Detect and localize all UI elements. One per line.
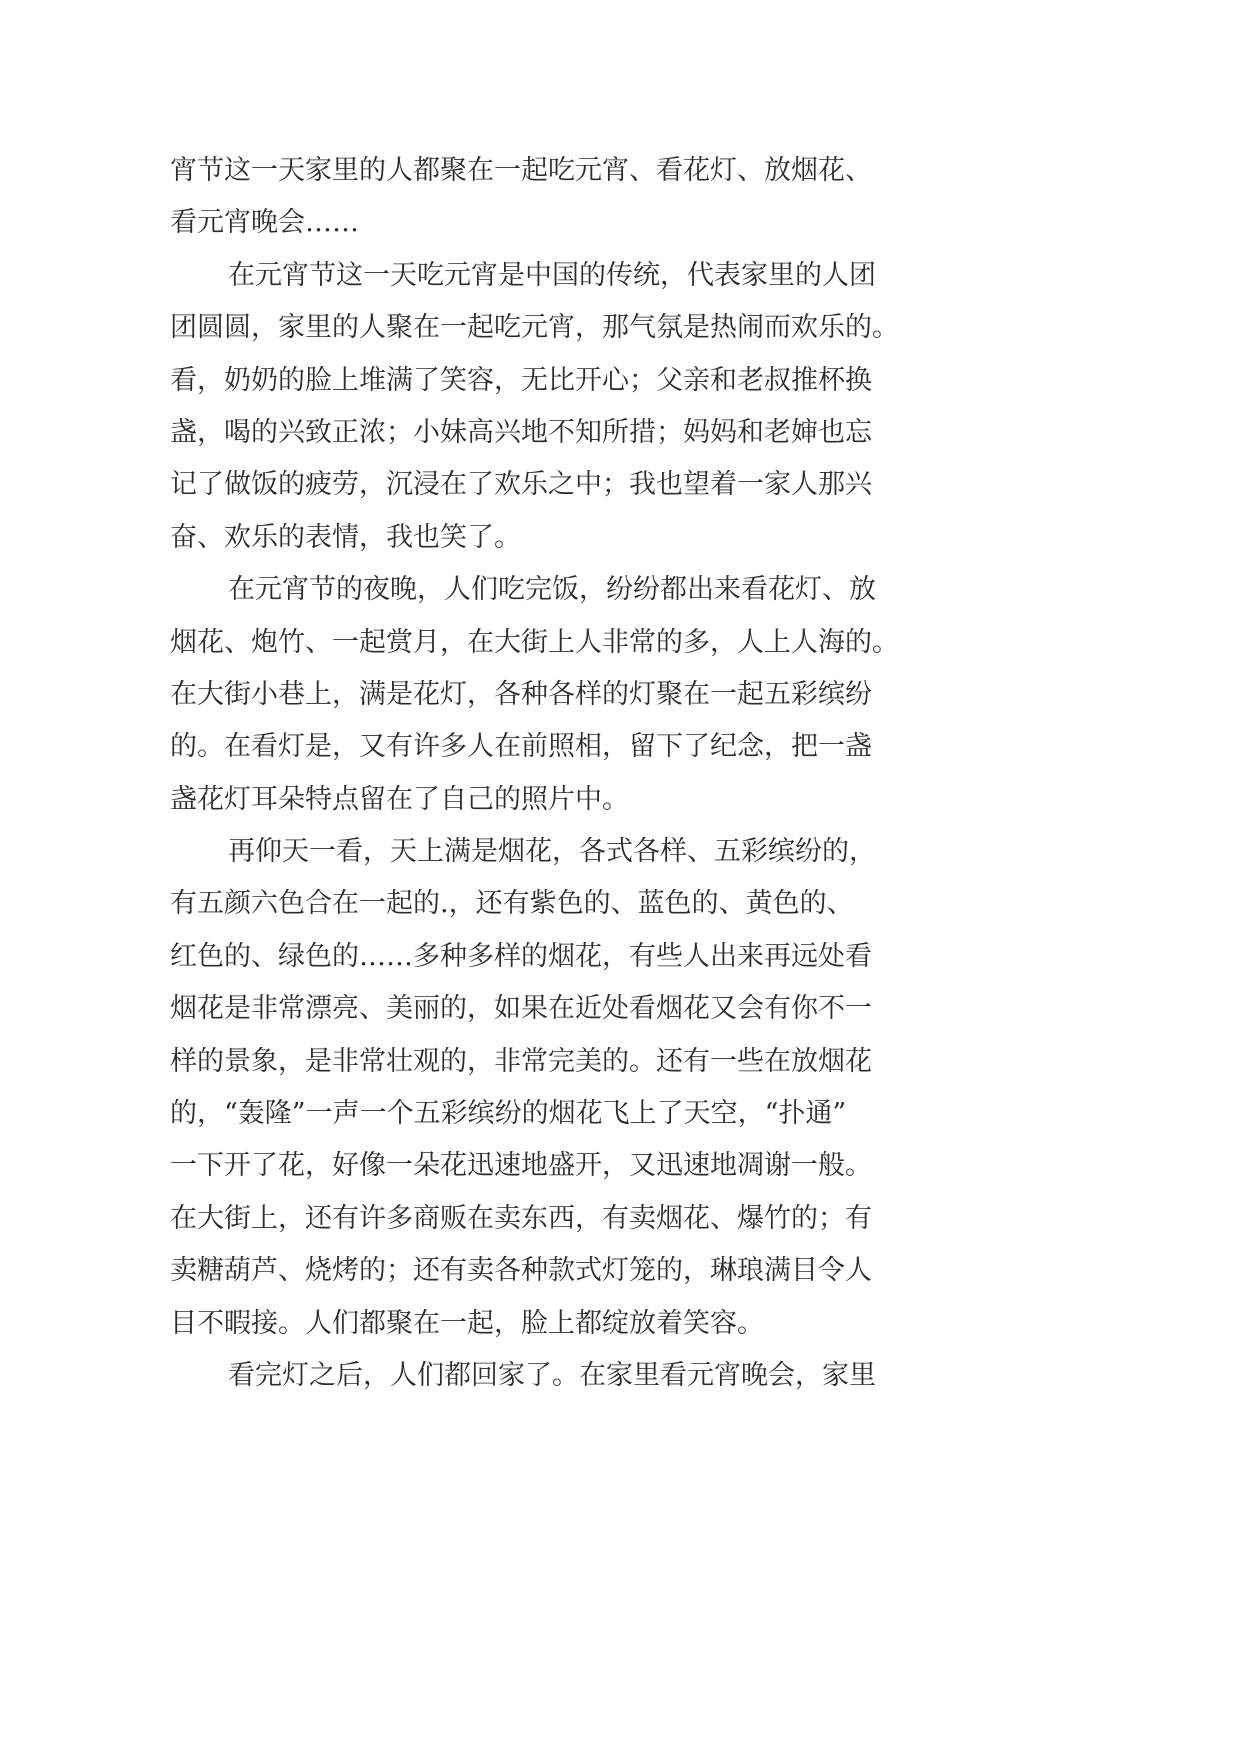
text-line: 看，奶奶的脸上堆满了笑容，无比开心；父亲和老叔推杯换 <box>170 364 872 396</box>
text-line: 在大街上，还有许多商贩在卖东西，有卖烟花、爆竹的；有 <box>170 1202 872 1234</box>
text-line: 在元宵节的夜晚，人们吃完饭，纷纷都出来看花灯、放 <box>228 574 876 606</box>
text-line: 宵节这一天家里的人都聚在一起吃元宵、看花灯、放烟花、 <box>170 155 872 186</box>
text-line: 的。在看灯是，又有许多人在前照相，留下了纪念，把一盏 <box>170 731 872 763</box>
text-line: 奋、欢乐的表情，我也笑了。 <box>170 521 521 553</box>
text-line: 在元宵节这一天吃元宵是中国的传统，代表家里的人团 <box>228 259 876 291</box>
text-line: 有五颜六色合在一起的.，还有紫色的、蓝色的、黄色的、 <box>170 888 854 920</box>
text-line: 的，“轰隆”一声一个五彩缤纷的烟花飞上了天空，“扑通” <box>170 1098 847 1130</box>
text-line: 再仰天一看，天上满是烟花，各式各样、五彩缤纷的， <box>228 836 876 868</box>
text-line: 红色的、绿色的……多种多样的烟花，有些人出来再远处看 <box>170 940 872 972</box>
text-line: 看元宵晚会…… <box>170 207 359 239</box>
text-line: 盏，喝的兴致正浓；小妹高兴地不知所措；妈妈和老婶也忘 <box>170 416 872 448</box>
text-line: 一下开了花，好像一朵花迅速地盛开，又迅速地凋谢一般。 <box>170 1150 872 1182</box>
text-line: 记了做饭的疲劳，沉浸在了欢乐之中；我也望着一家人那兴 <box>170 469 872 501</box>
text-line: 看完灯之后，人们都回家了。在家里看元宵晚会，家里 <box>228 1359 876 1391</box>
text-line: 卖糖葫芦、烧烤的；还有卖各种款式灯笼的，琳琅满目令人 <box>170 1255 872 1287</box>
body-text <box>170 145 970 1402</box>
text-line: 团圆圆，家里的人聚在一起吃元宵，那气氛是热闹而欢乐的。 <box>170 312 899 344</box>
text-line: 样的景象，是非常壮观的，非常完美的。还有一些在放烟花 <box>170 1045 872 1077</box>
text-line: 烟花、炮竹、一起赏月，在大街上人非常的多，人上人海的。 <box>170 626 899 658</box>
text-line: 盏花灯耳朵特点留在了自己的照片中。 <box>170 783 629 815</box>
text-line: 在大街小巷上，满是花灯，各种各样的灯聚在一起五彩缤纷 <box>170 678 872 710</box>
text-line: 烟花是非常漂亮、美丽的，如果在近处看烟花又会有你不一 <box>170 993 872 1025</box>
text-line: 目不暇接。人们都聚在一起，脸上都绽放着笑容。 <box>170 1307 764 1339</box>
